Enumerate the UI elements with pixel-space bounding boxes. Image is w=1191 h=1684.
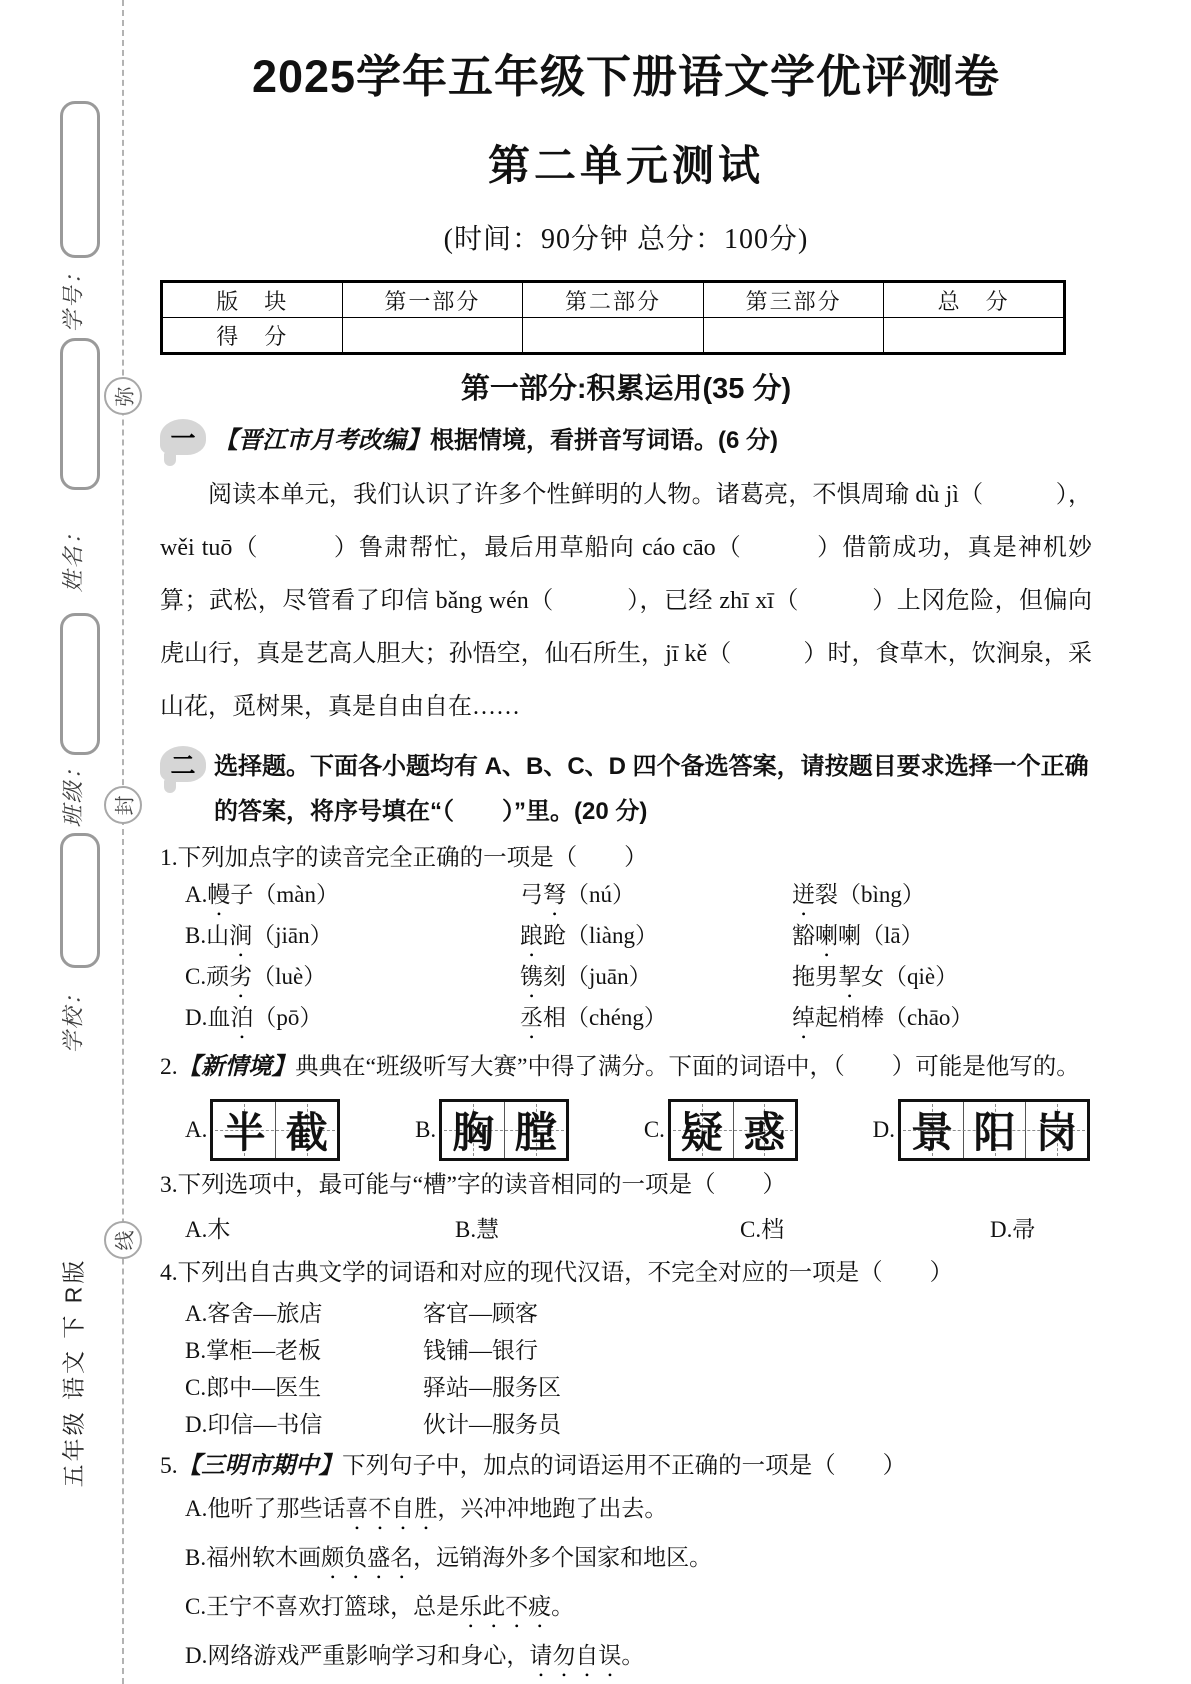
score-table [160,280,1066,355]
section-one-marker-icon [160,419,206,455]
exam-title: 2025学年五年级下册语文学优评测卷 [251,51,1001,102]
word-box-d-grid [898,1099,1090,1161]
question-3-options [185,1205,1092,1249]
question-2-source-tag: 【新情境】 [177,1052,296,1080]
part1-title: 第一部分:积累运用(35 分) [460,373,792,405]
question-4-row-a [185,1293,1092,1330]
grid-cell: 疑 [671,1102,733,1158]
word-box-b-grid [439,1099,569,1161]
section-one-source-tag: 【晋江市月考改编】 [214,425,430,454]
option: 驿站—服务区 [423,1375,561,1400]
score-col-part1: 第一部分 [342,282,523,318]
grid-cell: 胸 [442,1102,504,1158]
question-1-row-a [185,878,1092,919]
score-cell-part2 [523,318,704,354]
grid-cell: 岗 [1025,1102,1087,1158]
section-one [160,417,1092,463]
seal-char-feng-text: 封 [112,795,137,815]
seal-char-xian [104,1221,142,1259]
grid-cell: 膛 [504,1102,566,1158]
question-4-row-d [185,1404,1092,1441]
class-label: 班级： [61,755,87,828]
score-table-header-row [162,282,1065,318]
question-4-row-b [185,1330,1092,1367]
question-5-row-b: B.福州软木画颇负盛名，远销海外多个国家和地区。 [185,1545,713,1570]
option: 踉跄（liàng） [520,923,658,948]
option: 拖男挈女（qiè） [792,964,959,989]
question-5-source-tag: 【三明市期中】 [177,1451,343,1479]
grid-cell: 惑 [733,1102,795,1158]
section-two-body [214,744,1092,834]
word-box-b [415,1099,569,1161]
word-box-a-grid [210,1099,340,1161]
word-box-b-letter: B. [415,1117,437,1142]
question-5 [160,1445,1092,1682]
question-4 [160,1253,1092,1441]
seal-char-mi [104,377,142,415]
exam-content [160,0,1092,1682]
section-one-number: 一 [170,425,196,453]
option: D.印信—书信 [185,1412,323,1437]
grid-cell: 半 [213,1102,275,1158]
question-4-row-c [185,1367,1092,1404]
word-box-d-letter: D. [872,1117,895,1142]
question-1 [160,838,1092,1042]
seal-char-xian-text: 线 [112,1230,137,1250]
question-3 [160,1165,1092,1249]
word-box-c-grid [668,1099,798,1161]
word-box-c-letter: C. [643,1117,665,1142]
option: B.掌柜—老板 [185,1338,322,1363]
seal-char-mi-text: 弥 [112,386,137,406]
score-cell-part1 [342,318,523,354]
score-col-block: 版 块 [162,282,343,318]
question-5-stem: 5.【三明市期中】下列句子中，加点的词语运用不正确的一项是（ ） [160,1451,907,1479]
question-5-row-c: C.王宁不喜欢打篮球，总是乐此不疲。 [185,1594,575,1619]
option: 迸裂（bìng） [792,882,925,907]
question-1-stem: 1.下列加点字的读音完全正确的一项是（ ） [160,845,648,871]
word-box-a-letter: A. [185,1117,208,1142]
name-label: 姓名： [61,520,87,593]
score-col-total: 总 分 [884,282,1065,318]
option: B.慧 [455,1216,500,1242]
score-cell-total [884,318,1065,354]
question-4-stem: 4.下列出自古典文学的词语和对应的现代汉语，不完全对应的一项是（ ） [160,1260,954,1286]
question-1-row-c [185,960,1092,1001]
student-id-label: 学号： [61,260,87,333]
grid-cell: 景 [901,1102,963,1158]
section-two-number: 二 [170,752,196,780]
score-cell-part3 [703,318,884,354]
question-3-stem: 3.下列选项中，最可能与“槽”字的读音相同的一项是（ ） [160,1172,786,1198]
pinyin-passage: 阅读本单元，我们认识了许多个性鲜明的人物。诸葛亮，不惧周瑜 dù jì（ ），wěi tuō（ ）鲁肃帮忙，最后用草船向 cáo cāo（ ）借箭成功，真是神机妙算；武松，尽管看了印信 bǎng wén（ ），已经 zhī xī（ ）上冈危险，但偏向虎山行，真是艺高人胆大；孙悟空，仙石所生，jī kě（ ）时，食草木，饮涧泉，采山花，觅树果，真是自由自在…… [160,482,1092,720]
option: A.木 [185,1216,231,1242]
section-two [160,744,1092,834]
option: B.山涧（jiān） [185,923,333,948]
option: 伙计—服务员 [423,1412,561,1437]
option: 客官—顾客 [423,1301,538,1326]
seal-dashed-line [122,0,124,1684]
question-2 [160,1046,1092,1161]
option: A.幔子（màn） [185,882,339,907]
option: C.顽劣（luè） [185,964,327,989]
option: 豁喇喇（lā） [792,923,924,948]
grid-cell: 截 [275,1102,337,1158]
option: 镌刻（juān） [520,964,652,989]
question-1-row-b [185,919,1092,960]
score-col-part3: 第三部分 [703,282,884,318]
option: 弓弩（nú） [520,882,635,907]
option: D.血泊（pō） [185,1005,323,1030]
grid-cell: 阳 [963,1102,1025,1158]
score-row-label: 得 分 [162,318,343,354]
section-one-body [214,417,1092,463]
score-table-score-row [162,318,1065,354]
section-one-instruction-text: 根据情境，看拼音写词语。(6 分) [430,427,778,454]
section-two-instruction: 选择题。下面各小题均有 A、B、C、D 四个备选答案，请按题目要求选择一个正确的答案，将序号填在“（ ）”里。(20 分) [214,753,1089,825]
option: 丞相（chéng） [520,1005,667,1030]
word-box-c [644,1099,798,1161]
score-col-part2: 第二部分 [523,282,704,318]
question-2-stem: 2.【新情境】典典在“班级听写大赛”中得了满分。下面的词语中，（ ）可能是他写的。 [160,1052,1080,1080]
exam-meta: (时间：90分钟 总分：100分) [443,224,809,255]
option: D.帚 [990,1216,1036,1242]
option: A.客舍—旅店 [185,1301,323,1326]
option: 钱铺—银行 [423,1338,538,1363]
option: C.档 [740,1216,785,1242]
option: C.郎中—医生 [185,1375,322,1400]
word-box-a [185,1099,340,1161]
question-5-row-a: A.他听了那些话喜不自胜，兴冲冲地跑了出去。 [185,1496,668,1521]
exam-subtitle: 第二单元测试 [487,142,764,189]
question-5-row-d: D.网络游戏严重影响学习和身心，请勿自误。 [185,1643,645,1668]
word-box-d [873,1099,1090,1161]
seal-char-feng [104,786,142,824]
section-one-instruction [214,417,1092,463]
option: 绰起梢棒（chāo） [792,1005,974,1030]
question-2-word-boxes [185,1099,1090,1161]
edition-note: 五年级 语文 下 R版 [60,1257,87,1488]
section-two-marker-icon [160,746,206,782]
question-1-row-d [185,1001,1092,1042]
school-label: 学校： [61,981,87,1054]
